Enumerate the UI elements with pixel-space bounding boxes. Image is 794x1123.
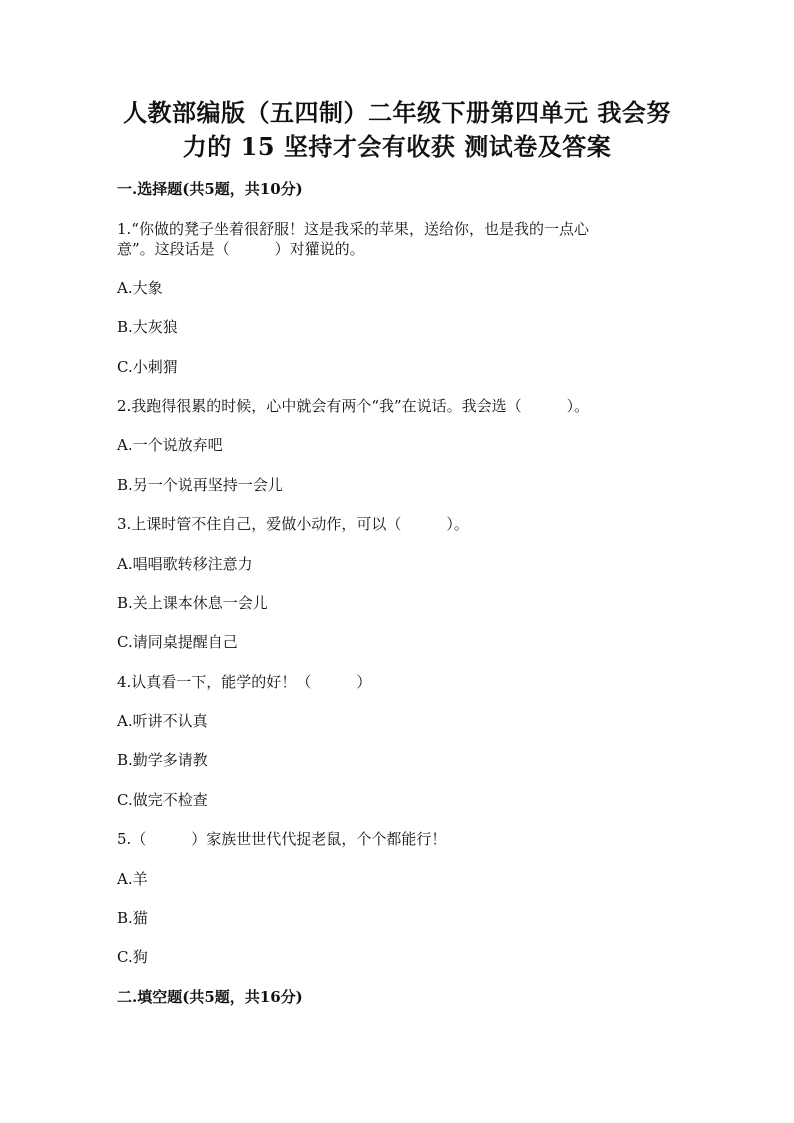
section-heading-fill-in-blank: 二.填空题(共5题，共16分) [117, 988, 303, 1006]
question-1-option-a: A.大象 [117, 279, 163, 297]
section-heading-multiple-choice: 一.选择题(共5题，共10分) [117, 180, 303, 198]
question-5-option-c: C.狗 [117, 948, 148, 966]
question-3-option-b: B.关上课本休息一会儿 [117, 594, 268, 612]
question-5-option-b: B.猫 [117, 909, 148, 927]
question-4-stem: 4.认真看一下，能学的好！（ ） [117, 673, 372, 691]
question-2-option-b: B.另一个说再坚持一会儿 [117, 476, 283, 494]
question-1-option-c: C.小刺猬 [117, 358, 178, 376]
title-line-1: 人教部编版（五四制）二年级下册第四单元 我会努 [123, 98, 671, 127]
document-title [100, 96, 694, 164]
question-3-option-c: C.请同桌提醒自己 [117, 633, 238, 651]
question-5-option-a: A.羊 [117, 870, 148, 888]
question-4-option-a: A.听讲不认真 [117, 712, 208, 730]
title-line-2: 力的 15 坚持才会有收获 测试卷及答案 [182, 132, 612, 161]
question-3-stem: 3.上课时管不住自己，爱做小动作，可以（ ）。 [117, 515, 469, 533]
question-1-stem-line-2: 意”。这段话是（ ）对獾说的。 [117, 240, 365, 258]
question-3-option-a: A.唱唱歌转移注意力 [117, 555, 253, 573]
question-4-option-b: B.勤学多请教 [117, 751, 208, 769]
question-5-stem: 5.（ ）家族世世代代捉老鼠，个个都能行！ [117, 830, 447, 848]
question-2-option-a: A.一个说放弃吧 [117, 436, 223, 454]
question-1-stem-line-1: 1.“你做的凳子坐着很舒服！这是我采的苹果，送给你，也是我的一点心 [117, 220, 589, 238]
question-1-option-b: B.大灰狼 [117, 318, 178, 336]
question-4-option-c: C.做完不检查 [117, 791, 208, 809]
question-2-stem: 2.我跑得很累的时候，心中就会有两个“我”在说话。我会选（ ）。 [117, 397, 590, 415]
